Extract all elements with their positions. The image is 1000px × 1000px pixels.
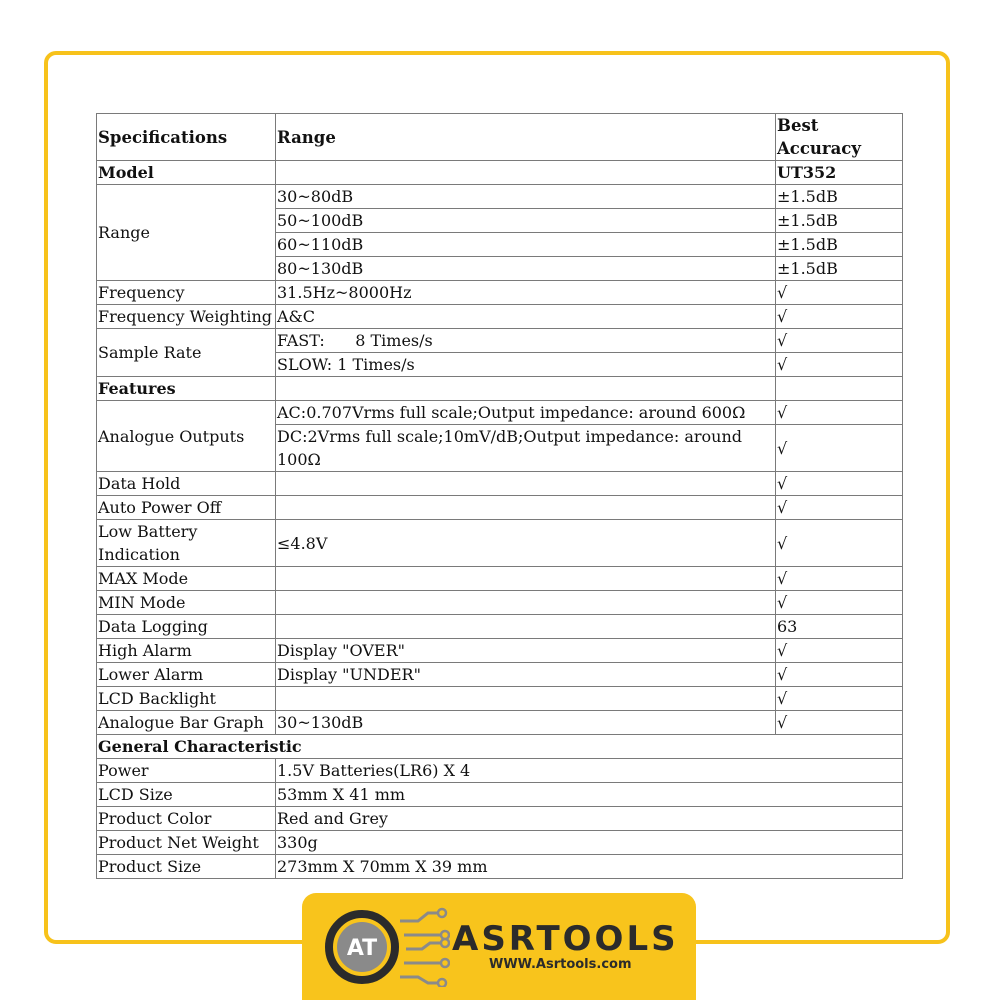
table-row (97, 281, 903, 305)
accuracy-value: √ (776, 711, 903, 735)
table-row (97, 472, 903, 496)
table-row (97, 807, 903, 831)
spec-label: Low Battery Indication (97, 520, 276, 567)
table-row (97, 663, 903, 687)
table-row (97, 687, 903, 711)
spec-label: Frequency Weighting (97, 305, 276, 329)
table-row (97, 520, 903, 567)
section-title-general: General Characteristic (97, 735, 903, 759)
spec-label: High Alarm (97, 639, 276, 663)
table-row (97, 305, 903, 329)
range-value: FAST: 8 Times/s (276, 329, 776, 353)
table-row (97, 639, 903, 663)
table-row (97, 783, 903, 807)
accuracy-value: √ (776, 639, 903, 663)
range-value: Display "UNDER" (276, 663, 776, 687)
accuracy-value: √ (776, 401, 903, 425)
accuracy-value: √ (776, 663, 903, 687)
table-row (97, 496, 903, 520)
brand-banner (302, 893, 696, 1000)
range-value (276, 472, 776, 496)
brand-url: WWW.Asrtools.com (489, 957, 632, 972)
accuracy-value: ±1.5dB (776, 233, 903, 257)
range-label: Range (97, 185, 276, 281)
circuit-logo-icon (322, 907, 402, 987)
range-value (276, 687, 776, 711)
spec-value: Red and Grey (276, 807, 903, 831)
col-header-accuracy: Best Accuracy (776, 114, 903, 161)
range-value: A&C (276, 305, 776, 329)
spec-label: Analogue Bar Graph (97, 711, 276, 735)
range-value: SLOW: 1 Times/s (276, 353, 776, 377)
accuracy-value: √ (776, 305, 903, 329)
header-row (97, 114, 903, 161)
accuracy-value: √ (776, 353, 903, 377)
accuracy-value: √ (776, 496, 903, 520)
accuracy-value: ±1.5dB (776, 185, 903, 209)
empty-cell (776, 377, 903, 401)
range-value (276, 496, 776, 520)
table-row (97, 401, 903, 425)
spec-label: Product Net Weight (97, 831, 276, 855)
accuracy-value: √ (776, 281, 903, 305)
brand-name: ASRTOOLS (452, 919, 679, 959)
spec-label: Frequency (97, 281, 276, 305)
accuracy-value: ±1.5dB (776, 209, 903, 233)
section-title-features: Features (97, 377, 276, 401)
spec-label: LCD Size (97, 783, 276, 807)
table-row (97, 711, 903, 735)
spec-label: Product Size (97, 855, 276, 879)
spec-value: 273mm X 70mm X 39 mm (276, 855, 903, 879)
table-row (97, 855, 903, 879)
range-value (276, 567, 776, 591)
accuracy-value: √ (776, 591, 903, 615)
spec-label: Sample Rate (97, 329, 276, 377)
accuracy-value: √ (776, 520, 903, 567)
accuracy-value: 63 (776, 615, 903, 639)
model-value: UT352 (776, 161, 903, 185)
spec-label: Lower Alarm (97, 663, 276, 687)
range-value: 30~130dB (276, 711, 776, 735)
circuit-traces-icon (398, 907, 450, 987)
table-row (97, 759, 903, 783)
spec-label: Data Hold (97, 472, 276, 496)
col-header-range: Range (276, 114, 776, 161)
spec-label: Power (97, 759, 276, 783)
spec-label: LCD Backlight (97, 687, 276, 711)
empty-cell (276, 161, 776, 185)
empty-cell (276, 377, 776, 401)
spec-label: MIN Mode (97, 591, 276, 615)
spec-label: MAX Mode (97, 567, 276, 591)
range-value: 50~100dB (276, 209, 776, 233)
spec-label: Data Logging (97, 615, 276, 639)
spec-table (96, 113, 903, 879)
table-row (97, 329, 903, 353)
range-value (276, 591, 776, 615)
range-value: 30~80dB (276, 185, 776, 209)
col-header-specifications: Specifications (97, 114, 276, 161)
model-label: Model (97, 161, 276, 185)
accuracy-value: √ (776, 687, 903, 711)
range-value (276, 615, 776, 639)
range-value: Display "OVER" (276, 639, 776, 663)
section-row (97, 735, 903, 759)
spec-value: 330g (276, 831, 903, 855)
table-row (97, 185, 903, 209)
table-row (97, 615, 903, 639)
model-row (97, 161, 903, 185)
accuracy-value: √ (776, 472, 903, 496)
range-value: ≤4.8V (276, 520, 776, 567)
accuracy-value: √ (776, 567, 903, 591)
accuracy-value: √ (776, 329, 903, 353)
accuracy-value: ±1.5dB (776, 257, 903, 281)
spec-value: 53mm X 41 mm (276, 783, 903, 807)
accuracy-value: √ (776, 425, 903, 472)
table-row (97, 567, 903, 591)
range-value: DC:2Vrms full scale;10mV/dB;Output impedance: around 100Ω (276, 425, 776, 472)
section-row (97, 377, 903, 401)
spec-label: Analogue Outputs (97, 401, 276, 472)
table-row (97, 591, 903, 615)
range-value: 60~110dB (276, 233, 776, 257)
range-value: AC:0.707Vrms full scale;Output impedance: around 600Ω (276, 401, 776, 425)
table-row (97, 831, 903, 855)
range-value: 80~130dB (276, 257, 776, 281)
spec-label: Auto Power Off (97, 496, 276, 520)
spec-label: Product Color (97, 807, 276, 831)
range-value: 31.5Hz~8000Hz (276, 281, 776, 305)
logo-monogram: AT (346, 936, 378, 961)
spec-value: 1.5V Batteries(LR6) X 4 (276, 759, 903, 783)
